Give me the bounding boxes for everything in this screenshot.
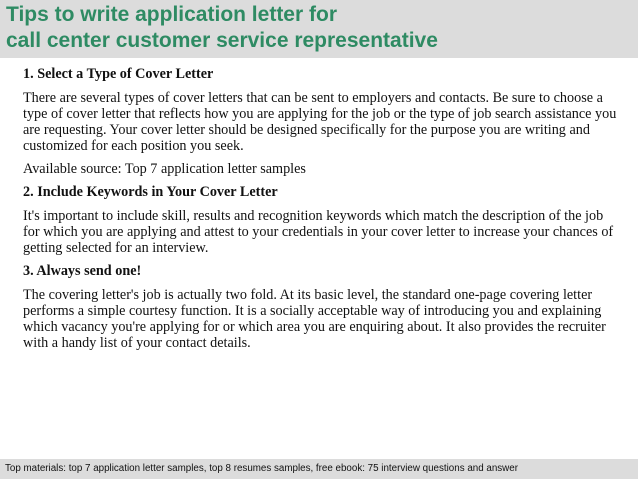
section-2-paragraph: It's important to include skill, results and recognition keywords which match the description of the job for which you are applying and attest to your credentials in your cover letter to increase your chances of getting selected for an interview. <box>23 208 614 256</box>
section-3-paragraph: The covering letter's job is actually two fold. At its basic level, the standard one-page covering letter performs a simple courtesy function. It is a socially acceptable way of introducing you and explaining which vacancy you're applying for or which area you are enquiring about. It also provides the recruiter with a handy list of your contact details. <box>23 287 606 351</box>
title-band <box>0 0 638 58</box>
title-line-1: Tips to write application letter for <box>6 3 337 26</box>
slide-content <box>23 66 623 358</box>
footer-band <box>0 459 638 479</box>
section-1-source-note: Available source: Top 7 application letter samples <box>23 161 306 177</box>
section-2-heading: 2. Include Keywords in Your Cover Letter <box>23 184 278 200</box>
footer-text: Top materials: top 7 application letter samples, top 8 resumes samples, free ebook: 75 interview questions and answer <box>5 463 518 474</box>
page-title <box>6 2 632 54</box>
section-3-heading: 3. Always send one! <box>23 263 142 279</box>
section-1-heading: 1. Select a Type of Cover Letter <box>23 66 214 82</box>
section-1-paragraph: There are several types of cover letters that can be sent to employers and contacts. Be sure to choose a type of cover letter that reflects how you are applying for the job or the type of job search assistance you are requesting. Your cover letter should be designed specifically for the purpose you are writing and customized for each position you seek. <box>23 90 617 154</box>
title-line-2: call center customer service representative <box>6 29 438 52</box>
